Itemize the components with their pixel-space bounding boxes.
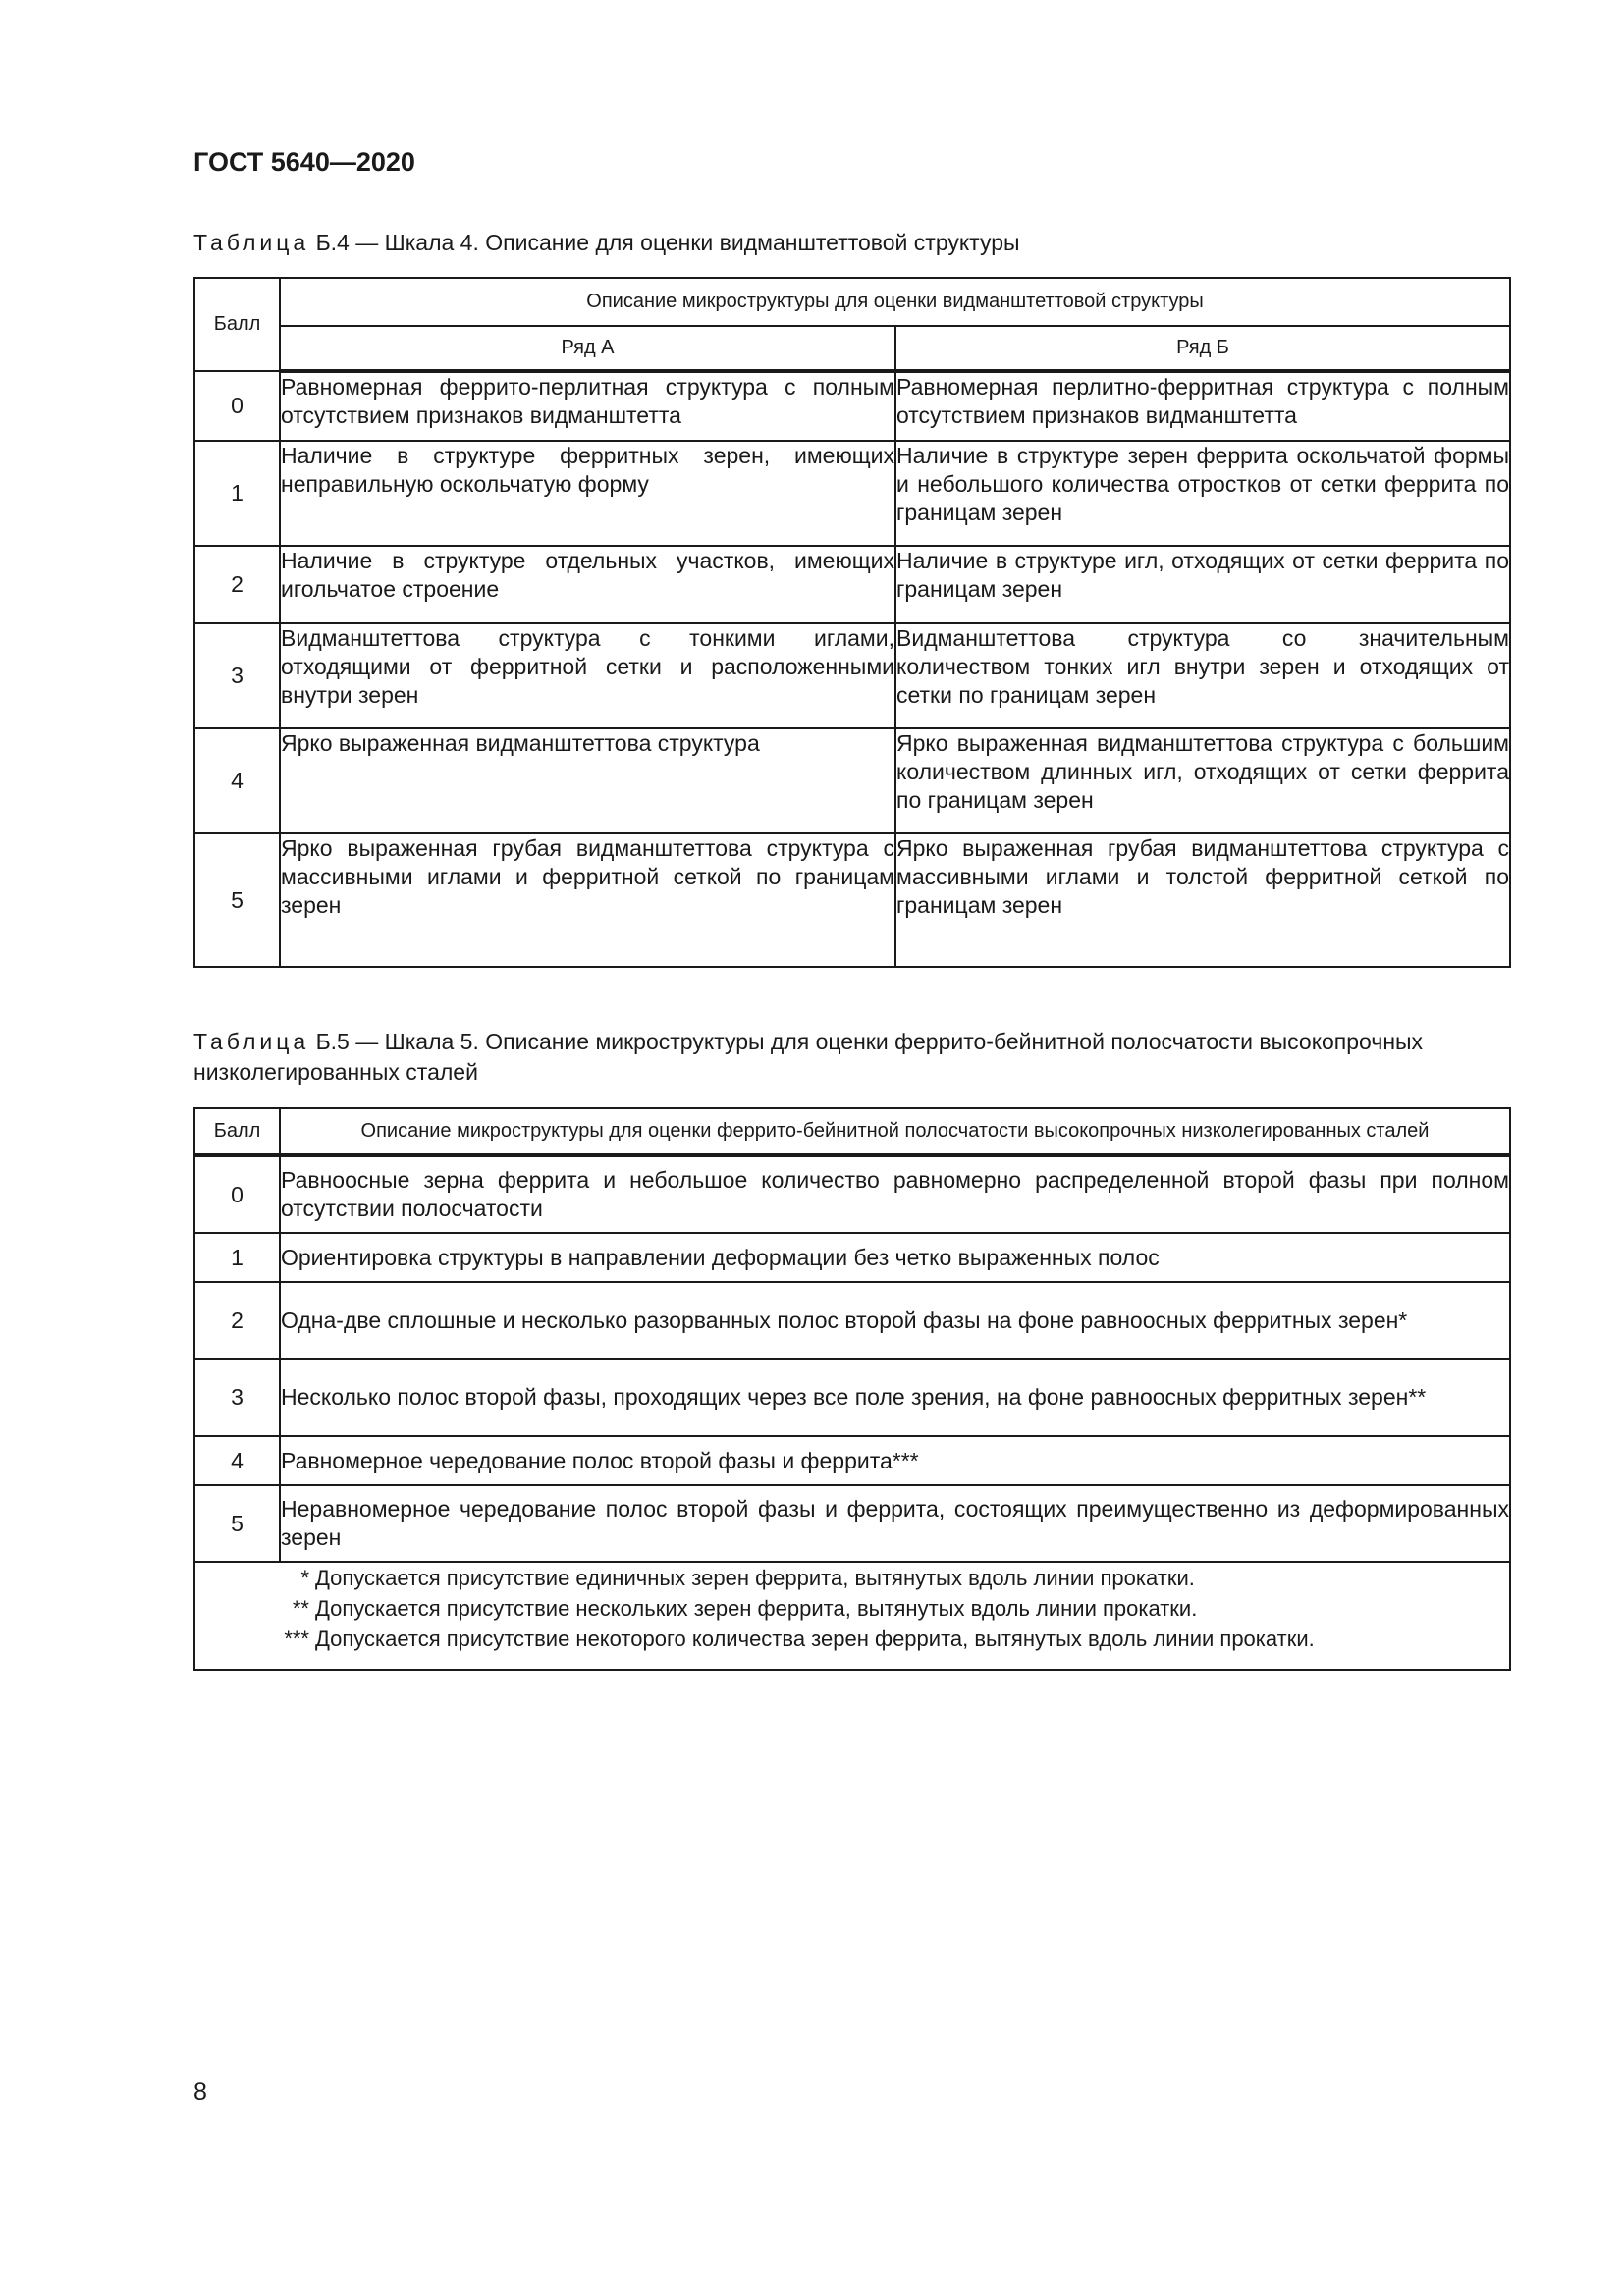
table-row [194, 546, 1510, 623]
table-b5-caption [193, 1027, 1509, 1088]
footnote-text: Допускается присутствие нескольких зерен феррита, вытянутых вдоль линии прокатки. [315, 1596, 1198, 1621]
table-row [194, 1359, 1510, 1436]
description-cell: Равноосные зерна феррита и небольшое количество равномерно распределенной второй фазы при полном отсутствии полосчатости [280, 1155, 1510, 1233]
footnote-text: Допускается присутствие некоторого количества зерен феррита, вытянутых вдоль линии прокатки. [315, 1627, 1315, 1651]
table-b4-caption [193, 228, 1509, 258]
table-b5-caption-text: Б.5 — Шкала 5. Описание микроструктуры для оценки феррито-бейнитной полосчатости высокопрочных низколегированных сталей [193, 1029, 1424, 1085]
score-cell: 0 [194, 1155, 280, 1233]
footnote [195, 1593, 1509, 1624]
score-cell: 4 [194, 1436, 280, 1485]
table-b5-header-score: Балл [194, 1108, 280, 1155]
row-a-cell: Наличие в структуре отдельных участков, имеющих игольчатое строение [280, 546, 895, 623]
score-cell: 5 [194, 1485, 280, 1562]
table-row [194, 1155, 1510, 1233]
table-row [194, 441, 1510, 546]
footnote [195, 1624, 1509, 1654]
table-b4 [193, 277, 1511, 968]
table-row [194, 1436, 1510, 1485]
table-b5-header-desc: Описание микроструктуры для оценки феррито-бейнитной полосчатости высокопрочных низколегированных сталей [280, 1108, 1510, 1155]
description-cell: Несколько полос второй фазы, проходящих через все поле зрения, на фоне равноосных ферритных зерен** [280, 1359, 1510, 1436]
table-b5-caption-prefix: Таблица [193, 1029, 310, 1054]
row-b-cell: Ярко выраженная грубая видманштеттова структура с массивными иглами и толстой ферритной сеткой по границам зерен [895, 833, 1510, 967]
table-row [194, 371, 1510, 441]
description-cell: Ориентировка структуры в направлении деформации без четко выраженных полос [280, 1233, 1510, 1282]
description-cell: Одна-две сплошные и несколько разорванных полос второй фазы на фоне равноосных ферритных зерен* [280, 1282, 1510, 1359]
score-cell: 4 [194, 728, 280, 833]
table-b4-header-row-a: Ряд А [280, 326, 895, 371]
score-cell: 2 [194, 546, 280, 623]
table-b4-caption-text: Б.4 — Шкала 4. Описание для оценки видманштеттовой структуры [309, 230, 1020, 255]
footnote-text: Допускается присутствие единичных зерен феррита, вытянутых вдоль линии прокатки. [315, 1566, 1195, 1590]
table-b4-header-score: Балл [194, 278, 280, 371]
table-row [194, 728, 1510, 833]
row-b-cell: Наличие в структуре зерен феррита оскольчатой формы и небольшого количества отростков от сетки феррита по границам зерен [895, 441, 1510, 546]
row-b-cell: Наличие в структуре игл, отходящих от сетки феррита по границам зерен [895, 546, 1510, 623]
footnote-mark: *** [284, 1627, 309, 1651]
row-b-cell: Равномерная перлитно-ферритная структура с полным отсутствием признаков видманштетта [895, 371, 1510, 441]
table-row [194, 833, 1510, 967]
table-b5 [193, 1107, 1511, 1671]
row-b-cell: Видманштеттова структура со значительным количеством тонких игл внутри зерен и отходящих от сетки по границам зерен [895, 623, 1510, 728]
table-row [194, 1282, 1510, 1359]
table-row [194, 623, 1510, 728]
description-cell: Неравномерное чередование полос второй фазы и феррита, состоящих преимущественно из деформированных зерен [280, 1485, 1510, 1562]
footnote-mark: ** [292, 1596, 309, 1621]
score-cell: 3 [194, 623, 280, 728]
table-b4-caption-prefix: Таблица [193, 230, 310, 255]
row-a-cell: Равномерная феррито-перлитная структура с полным отсутствием признаков видманштетта [280, 371, 895, 441]
footnotes-row [194, 1562, 1510, 1670]
table-row [194, 1485, 1510, 1562]
row-a-cell: Видманштеттова структура с тонкими иглами, отходящими от ферритной сетки и расположенными внутри зерен [280, 623, 895, 728]
footnote [195, 1563, 1509, 1593]
page-number: 8 [193, 2078, 207, 2106]
table-row [194, 1233, 1510, 1282]
score-cell: 2 [194, 1282, 280, 1359]
row-a-cell: Наличие в структуре ферритных зерен, имеющих неправильную оскольчатую форму [280, 441, 895, 546]
table-b4-header-group: Описание микроструктуры для оценки видманштеттовой структуры [280, 278, 1510, 326]
score-cell: 1 [194, 441, 280, 546]
footnotes-cell [194, 1562, 1510, 1670]
footnote-mark: * [300, 1566, 309, 1590]
score-cell: 1 [194, 1233, 280, 1282]
row-b-cell: Ярко выраженная видманштеттова структура с большим количеством длинных игл, отходящих от сетки феррита по границам зерен [895, 728, 1510, 833]
table-b4-header-row-b: Ряд Б [895, 326, 1510, 371]
row-a-cell: Ярко выраженная видманштеттова структура [280, 728, 895, 833]
score-cell: 3 [194, 1359, 280, 1436]
description-cell: Равномерное чередование полос второй фазы и феррита*** [280, 1436, 1510, 1485]
row-a-cell: Ярко выраженная грубая видманштеттова структура с массивными иглами и ферритной сеткой по границам зерен [280, 833, 895, 967]
document-id: ГОСТ 5640—2020 [193, 147, 415, 177]
score-cell: 0 [194, 371, 280, 441]
score-cell: 5 [194, 833, 280, 967]
